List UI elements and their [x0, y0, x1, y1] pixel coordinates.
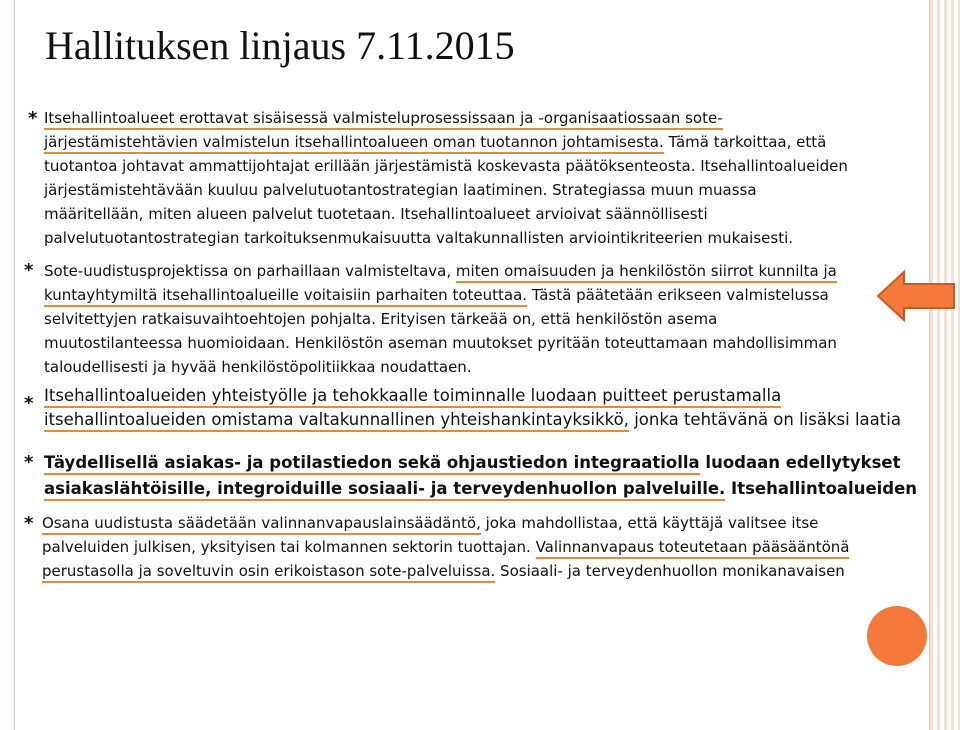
underlined-text: Itsehallintoalueet erottavat sisäisessä valmisteluprosessissaan ja -organisaatiossaan sote-	[44, 109, 723, 130]
text-line: Tämä tarkoittaa, että	[663, 133, 827, 151]
text-line: taloudellisesti ja hyvää henkilöstöpolitiikkaa noudattaen.	[44, 358, 472, 376]
underlined-text: Valinnanvapaus toteutetaan pääsääntönä	[536, 538, 850, 559]
underlined-text: järjestämistehtävien valmistelun itsehallintoalueen oman tuotannon johtamisesta.	[44, 133, 664, 154]
paragraph-3	[44, 384, 901, 432]
paragraph-2	[44, 259, 837, 379]
text-line: Sote-uudistusprojektissa on parhaillaan valmisteltava,	[44, 262, 456, 280]
bullet-5: *	[24, 513, 34, 534]
underlined-text: Täydellisellä asiakas- ja potilastiedon sekä ohjaustiedon integraatiolla	[44, 453, 700, 475]
bullet-2: *	[24, 260, 34, 281]
bullet-1: *	[28, 108, 38, 129]
bullet-3: *	[24, 393, 34, 414]
bullet-4: *	[24, 452, 34, 473]
text-line: selvitettyjen ratkaisuvaihtoehtojen pohjalta. Erityisen tärkeää on, että henkilöstön asema	[44, 310, 718, 328]
text-line: jonka tehtävänä on lisäksi laatia	[628, 410, 901, 429]
underlined-text: kuntayhtymiltä itsehallintoalueille voitaisiin parhaiten toteuttaa.	[44, 286, 527, 307]
text-line: Itsehallintoalueiden	[725, 479, 918, 498]
underlined-text: miten omaisuuden ja henkilöstön siirrot kunnilta ja	[456, 262, 837, 283]
underlined-text: Osana uudistusta säädetään valinnanvapauslainsäädäntö,	[42, 514, 481, 535]
underlined-text: itsehallintoalueiden omistama valtakunnallinen yhteishankintayksikkö,	[44, 410, 629, 432]
text-line: muutostilanteessa huomioidaan. Henkilöstön aseman muutokset pyritään toteuttamaan mahdollisimman	[44, 334, 837, 352]
paragraph-5	[42, 511, 849, 583]
text-line: palvelutuotantostrategian tarkoituksenmukaisuutta valtakunnallisten arviointikriteerien mukaisesti.	[44, 229, 794, 247]
left-arrow-icon	[876, 268, 956, 324]
text-line: järjestämistehtävään kuuluu palvelutuotantostrategian laatiminen. Strategiassa muun muassa	[44, 181, 757, 199]
text-line: luodaan edellytykset	[699, 453, 901, 472]
text-line: palveluiden julkisen, yksityisen tai kolmannen sektorin tuottajan.	[42, 538, 536, 556]
text-line: tuotantoa johtavat ammattijohtajat erillään järjestämistä koskevasta päätöksenteosta. Itsehallintoalueiden	[44, 157, 848, 175]
text-line: Sosiaali- ja terveydenhuollon monikanavaisen	[495, 562, 845, 580]
text-line: Tästä päätetään erikseen valmistelussa	[527, 286, 829, 304]
decorative-stripes	[930, 0, 960, 730]
text-line: joka mahdollistaa, että käyttäjä valitsee itse	[480, 514, 819, 532]
paragraph-1	[44, 106, 848, 250]
underlined-text: asiakaslähtöisille, integroiduille sosiaali- ja terveydenhuollon palveluille.	[44, 479, 725, 501]
text-line: määritellään, miten alueen palvelut tuotetaan. Itsehallintoalueet arvioivat säännöllisesti	[44, 205, 708, 223]
orange-circle	[867, 606, 927, 666]
slide-title: Hallituksen linjaus 7.11.2015	[45, 23, 515, 68]
underlined-text: perustasolla ja soveltuvin osin erikoistason sote-palveluissa.	[42, 562, 495, 583]
paragraph-4	[44, 450, 917, 502]
underlined-text: Itsehallintoalueiden yhteistyölle ja tehokkaalle toiminnalle luodaan puitteet perustamalla	[44, 386, 781, 408]
